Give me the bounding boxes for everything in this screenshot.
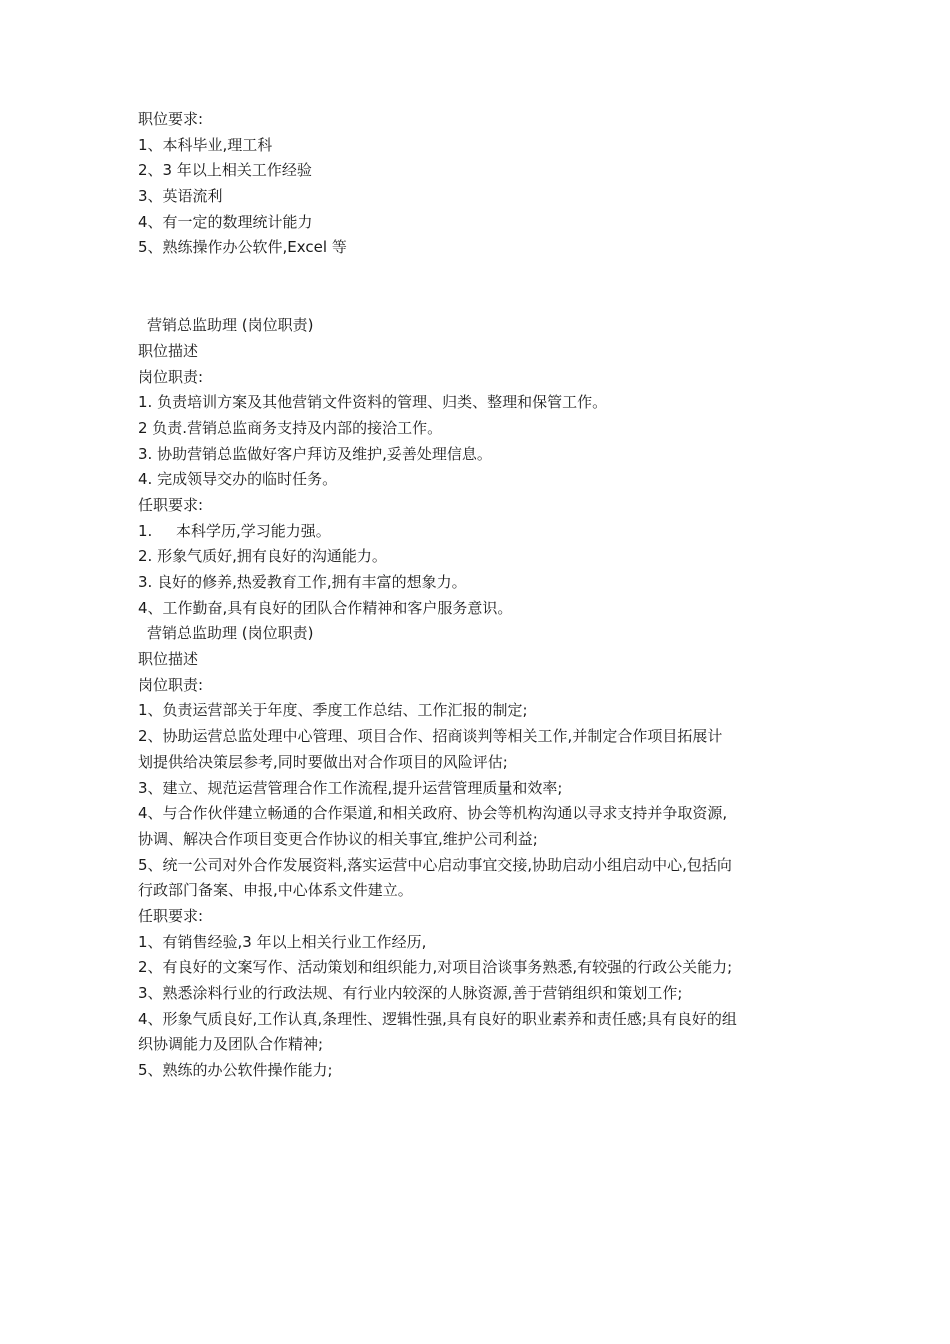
requirement-number: 1. [138, 521, 153, 540]
requirement-item: 5、熟练操作办公软件,Excel 等 [138, 238, 347, 257]
requirement-item: 4、有一定的数理统计能力 [138, 212, 313, 231]
requirements-label: 任职要求: [138, 906, 204, 925]
requirement-item: 3. 良好的修养,热爱教育工作,拥有丰富的想象力。 [138, 573, 467, 591]
duty-item-continued: 协调、解决合作项目变更合作协议的相关事宜,维护公司利益; [138, 829, 538, 848]
duty-item: 2、协助运营总监处理中心管理、项目合作、招商谈判等相关工作,并制定合作项目拓展计 [138, 727, 723, 746]
duties-label: 岗位职责: [138, 367, 204, 386]
duty-item: 2 负责.营销总监商务支持及内部的接洽工作。 [138, 418, 443, 437]
duty-item: 3. 协助营销总监做好客户拜访及维护,妥善处理信息。 [138, 444, 492, 463]
description-label: 职位描述 [138, 341, 199, 360]
requirements-label: 任职要求: [138, 495, 204, 514]
duty-item-continued: 行政部门备案、申报,中心体系文件建立。 [138, 881, 413, 900]
requirement-item: 2、3 年以上相关工作经验 [138, 161, 312, 180]
requirement-item: 3、熟悉涂料行业的行政法规、有行业内较深的人脉资源,善于营销组织和策划工作; [138, 984, 683, 1002]
duty-item: 4. 完成领导交办的临时任务。 [138, 470, 338, 489]
requirement-item [138, 519, 828, 545]
duties-label: 岗位职责: [138, 675, 204, 694]
section-title: 营销总监助理 (岗位职责) [147, 624, 314, 643]
requirement-item: 3、英语流利 [138, 187, 223, 206]
duty-item: 1、负责运营部关于年度、季度工作总结、工作汇报的制定; [138, 701, 528, 720]
requirement-item-continued: 织协调能力及团队合作精神; [138, 1035, 324, 1054]
description-label: 职位描述 [138, 650, 199, 669]
duty-item: 1. 负责培训方案及其他营销文件资料的管理、归类、整理和保管工作。 [138, 393, 608, 412]
duty-item: 5、统一公司对外合作发展资料,落实运营中心启动事宜交接,协助启动小组启动中心,包括向 [138, 855, 732, 874]
section-spacer [138, 261, 828, 313]
duty-item: 4、与合作伙伴建立畅通的合作渠道,和相关政府、协会等机构沟通以寻求支持并争取资源, [138, 804, 728, 823]
document-body [138, 107, 828, 1084]
requirement-item: 4、形象气质良好,工作认真,条理性、逻辑性强,具有良好的职业素养和责任感;具有良好的组 [138, 1009, 737, 1028]
requirement-item: 1、有销售经验,3 年以上相关行业工作经历, [138, 932, 427, 951]
section-title: 营销总监助理 (岗位职责) [147, 316, 314, 335]
requirement-text: 本科学历,学习能力强。 [176, 521, 331, 540]
requirement-item: 2. 形象气质好,拥有良好的沟通能力。 [138, 547, 387, 566]
requirement-item: 2、有良好的文案写作、活动策划和组织能力,对项目洽谈事务熟悉,有较强的行政公关能力; [138, 958, 733, 977]
requirement-item: 1、本科毕业,理工科 [138, 135, 273, 154]
requirement-item: 4、工作勤奋,具有良好的团队合作精神和客户服务意识。 [138, 598, 513, 617]
requirements-heading: 职位要求: [138, 110, 204, 128]
duty-item: 3、建立、规范运营管理合作工作流程,提升运营管理质量和效率; [138, 778, 563, 797]
requirement-item: 5、熟练的办公软件操作能力; [138, 1061, 333, 1080]
duty-item-continued: 划提供给决策层参考,同时要做出对合作项目的风险评估; [138, 752, 508, 771]
